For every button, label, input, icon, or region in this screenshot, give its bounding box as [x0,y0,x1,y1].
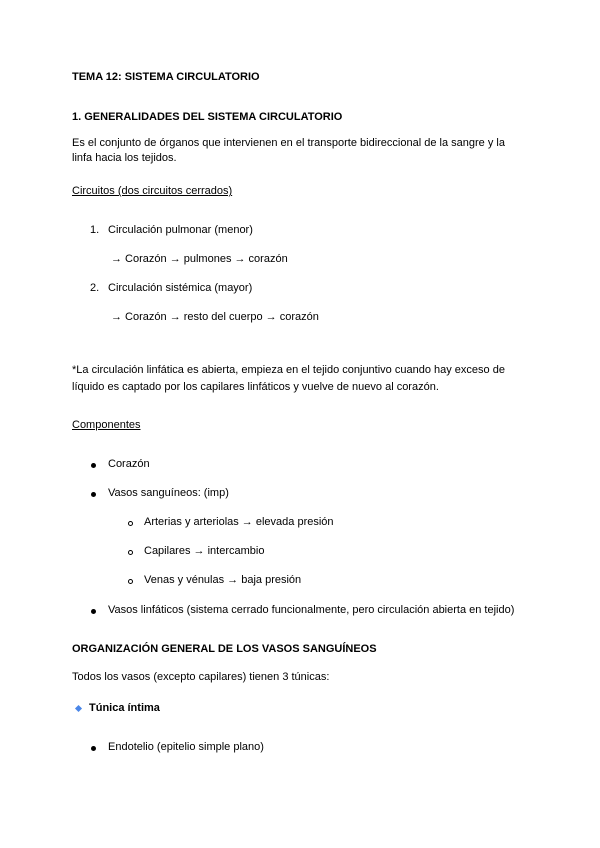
bullet-icon [91,609,96,614]
tunica-heading: Túnica íntima [89,702,160,714]
section2-intro: Todos los vasos (excepto capilares) tienen 3 túnicas: [72,671,330,683]
tunica-item: Endotelio (epitelio simple plano) [108,741,264,753]
circle-bullet-icon [128,579,133,584]
circuit-path: → Corazón → pulmones → corazón [111,253,288,265]
lymph-note-line-2: líquido es captado por los capilares linfáticos y vuelve de nuevo al corazón. [72,381,439,393]
circuit-number: 1. [90,224,100,236]
component-subitem: Venas y vénulas → baja presión [144,574,302,586]
component-item: Vasos sanguíneos: (imp) [108,487,229,499]
component-item: Corazón [108,458,150,470]
intro-paragraph-line-1: Es el conjunto de órganos que intervienen en el transporte bidireccional de la sangre y la [72,137,505,149]
bullet-icon [91,746,96,751]
circuit-path: → Corazón → resto del cuerpo → corazón [111,311,319,323]
circuit-label: Circulación sistémica (mayor) [108,282,253,294]
circuit-label: Circulación pulmonar (menor) [108,224,253,236]
bullet-icon [91,463,96,468]
component-item: Vasos linfáticos (sistema cerrado funcionalmente, pero circulación abierta en tejido) [108,604,515,616]
bullet-icon [91,492,96,497]
section-heading-generalidades: 1. GENERALIDADES DEL SISTEMA CIRCULATORIO [72,111,343,123]
lymph-note-line-1: *La circulación linfática es abierta, empieza en el tejido conjuntivo cuando hay exceso de [72,364,505,376]
diamond-bullet-icon [75,705,82,712]
section-heading-organizacion: ORGANIZACIÓN GENERAL DE LOS VASOS SANGUÍNEOS [72,643,377,655]
component-subitem: Arterias y arteriolas → elevada presión [144,516,334,528]
intro-paragraph-line-2: linfa hacia los tejidos. [72,152,177,164]
circle-bullet-icon [128,550,133,555]
component-subitem: Capilares → intercambio [144,545,265,557]
document-title: TEMA 12: SISTEMA CIRCULATORIO [72,71,260,83]
circle-bullet-icon [128,521,133,526]
circuit-number: 2. [90,282,100,294]
components-heading: Componentes [72,419,141,431]
circuits-heading: Circuitos (dos circuitos cerrados) [72,185,233,197]
